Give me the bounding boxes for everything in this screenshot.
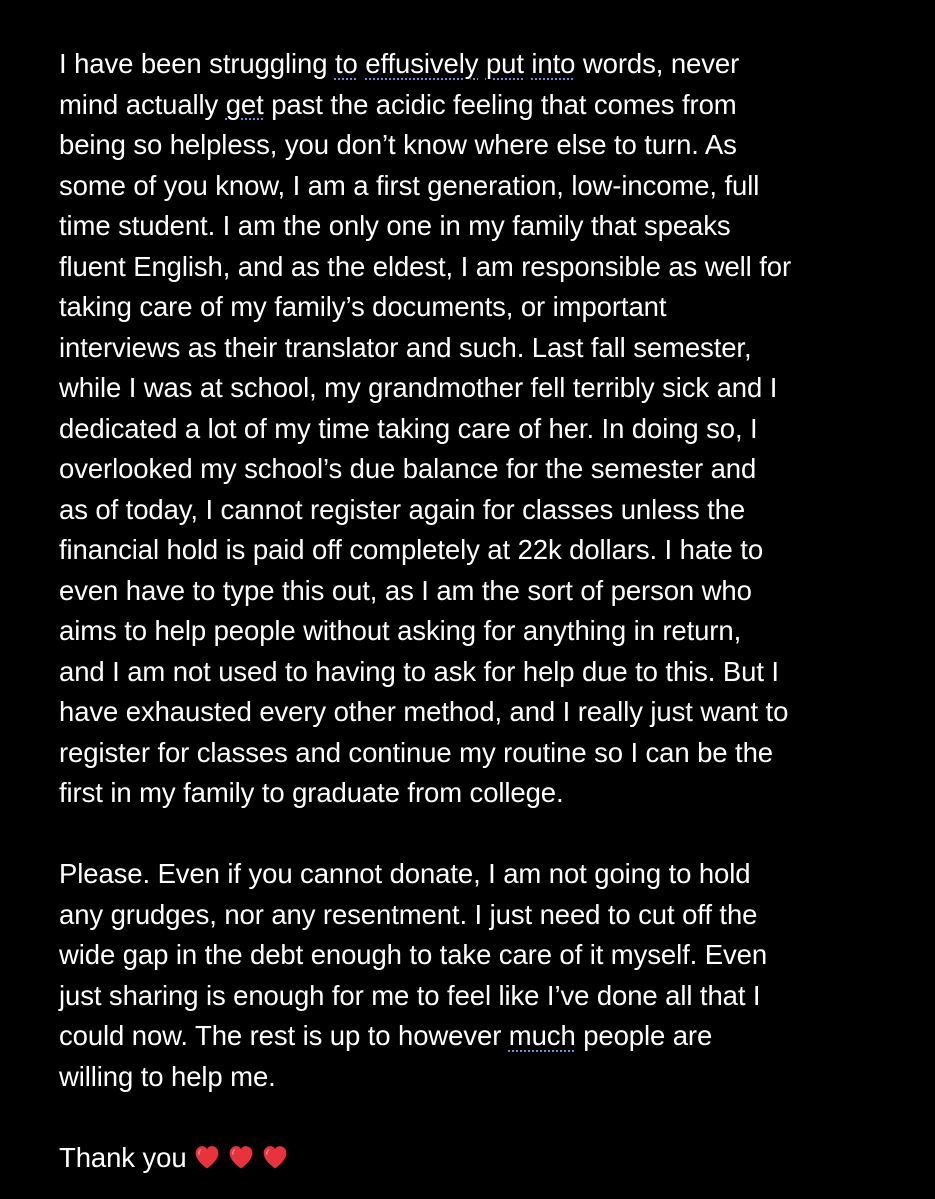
text-line: just sharing is enough for me to feel like I’ve done all that I [59,979,761,1011]
text-line: overlooked my school’s due balance for the semester and [59,453,757,484]
text-line: any grudges, nor any resentment. I just need to cut off the [59,898,758,930]
text-line: Please. Even if you cannot donate, I am not going to hold [59,858,751,889]
text-line: interviews as their translator and such. Last fall semester, [59,331,752,363]
flagged-word[interactable]: effusively [365,48,479,79]
text-line: I have been struggling to effusively put into words, never [59,48,740,79]
text-line: being so helpless, you don’t know where else to turn. As [59,129,737,160]
paragraph-2 [59,854,919,1097]
paragraph-1 [59,44,919,814]
closing-text: Thank you [59,1141,187,1173]
paragraph-spacer [59,814,919,855]
text-line: mind actually get past the acidic feeling that comes from [59,88,737,120]
text-line: first in my family to graduate from college. [59,777,564,808]
flagged-word[interactable]: to [334,48,358,79]
text-line: even have to type this out, as I am the sort of person who [59,574,752,606]
red-heart-icon [193,1143,221,1171]
text-line: time student. I am the only one in my family that speaks [59,210,731,241]
text-line: as of today, I cannot register again for classes unless the [59,493,746,525]
paragraph-spacer [59,1097,919,1138]
closing-line [59,1138,919,1179]
text-line: and I am not used to having to ask for help due to this. But I [59,655,779,687]
text-line: aims to help people without asking for anything in return, [59,615,742,646]
red-heart-icon [227,1143,255,1171]
flagged-word[interactable]: put [485,48,524,79]
red-heart-icon [261,1143,289,1171]
text-line: taking care of my family’s documents, or important [59,291,667,322]
text-line: dedicated a lot of my time taking care of her. In doing so, I [59,412,758,444]
text-line: some of you know, I am a first generation, low-income, full [59,169,760,201]
text-line: fluent English, and as the eldest, I am responsible as well for [59,250,792,282]
text-line: have exhausted every other method, and I really just want to [59,696,789,727]
text-line: wide gap in the debt enough to take care of it myself. Even [59,939,768,970]
text-line: while I was at school, my grandmother fell terribly sick and I [59,372,778,403]
flagged-word[interactable]: much [508,1020,576,1051]
text-line: could now. The rest is up to however much people are [59,1020,713,1051]
text-line: willing to help me. [59,1060,276,1092]
flagged-word[interactable]: get [225,88,264,120]
document-text [59,44,919,1178]
flagged-word[interactable]: into [531,48,576,79]
text-line: financial hold is paid off completely at 22k dollars. I hate to [59,534,764,565]
text-line: register for classes and continue my routine so I can be the [59,736,773,768]
